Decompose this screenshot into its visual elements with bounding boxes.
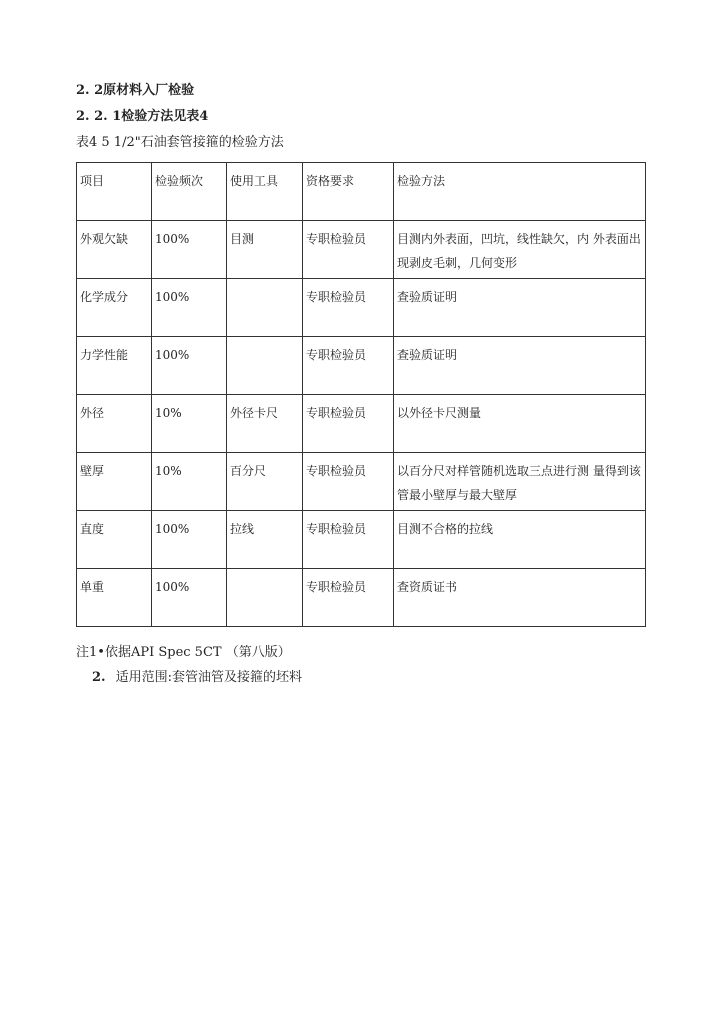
subsection-heading: 2. 2. 1检验方法见表4 bbox=[76, 109, 209, 124]
cell-tool: 百分尺 bbox=[227, 453, 303, 511]
cell-method: 以百分尺对样管随机选取三点进行测 量得到该管最小壁厚与最大壁厚 bbox=[394, 453, 646, 511]
cell-item: 力学性能 bbox=[77, 337, 152, 395]
cell-frequency: 10% bbox=[152, 395, 227, 453]
cell-method: 查验质证明 bbox=[394, 337, 646, 395]
cell-qualification: 专职检验员 bbox=[303, 511, 394, 569]
header-tool: 使用工具 bbox=[227, 163, 303, 221]
table-caption: 表4 5 1/2"石油套管接箍的检验方法 bbox=[76, 135, 284, 150]
cell-frequency: 100% bbox=[152, 279, 227, 337]
cell-item: 外径 bbox=[77, 395, 152, 453]
cell-item: 壁厚 bbox=[77, 453, 152, 511]
header-qualification: 资格要求 bbox=[303, 163, 394, 221]
header-frequency: 检验频次 bbox=[152, 163, 227, 221]
cell-qualification: 专职检验员 bbox=[303, 453, 394, 511]
cell-method: 目测内外表面，凹坑，线性缺欠，内 外表面出现剥皮毛刺，几何变形 bbox=[394, 221, 646, 279]
cell-tool bbox=[227, 337, 303, 395]
cell-tool: 拉线 bbox=[227, 511, 303, 569]
header-method: 检验方法 bbox=[394, 163, 646, 221]
table-row bbox=[77, 395, 646, 453]
cell-qualification: 专职检验员 bbox=[303, 337, 394, 395]
section-heading: 2. 2原材料入厂检验 bbox=[76, 83, 195, 98]
cell-qualification: 专职检验员 bbox=[303, 569, 394, 627]
cell-method: 查资质证书 bbox=[394, 569, 646, 627]
cell-tool: 目测 bbox=[227, 221, 303, 279]
note-number: 2. bbox=[92, 670, 106, 685]
header-item: 项目 bbox=[77, 163, 152, 221]
table-row bbox=[77, 511, 646, 569]
cell-frequency: 100% bbox=[152, 511, 227, 569]
cell-qualification: 专职检验员 bbox=[303, 221, 394, 279]
cell-frequency: 100% bbox=[152, 221, 227, 279]
cell-item: 直度 bbox=[77, 511, 152, 569]
cell-frequency: 100% bbox=[152, 337, 227, 395]
cell-tool bbox=[227, 569, 303, 627]
cell-method: 目测不合格的拉线 bbox=[394, 511, 646, 569]
inspection-table bbox=[76, 162, 646, 627]
note-standard: 注1•依据API Spec 5CT （第八版） bbox=[76, 645, 291, 660]
cell-item: 单重 bbox=[77, 569, 152, 627]
note-scope-text: 适用范围:套管油管及接箍的坯料 bbox=[115, 670, 302, 685]
cell-item: 化学成分 bbox=[77, 279, 152, 337]
note-scope bbox=[92, 670, 302, 686]
table-row bbox=[77, 453, 646, 511]
cell-method: 查验质证明 bbox=[394, 279, 646, 337]
table-row bbox=[77, 569, 646, 627]
cell-qualification: 专职检验员 bbox=[303, 395, 394, 453]
cell-tool: 外径卡尺 bbox=[227, 395, 303, 453]
cell-frequency: 10% bbox=[152, 453, 227, 511]
cell-tool bbox=[227, 279, 303, 337]
table-row bbox=[77, 337, 646, 395]
cell-item: 外观欠缺 bbox=[77, 221, 152, 279]
cell-frequency: 100% bbox=[152, 569, 227, 627]
table-row bbox=[77, 221, 646, 279]
table-header-row bbox=[77, 163, 646, 221]
cell-qualification: 专职检验员 bbox=[303, 279, 394, 337]
table-row bbox=[77, 279, 646, 337]
cell-method: 以外径卡尺测量 bbox=[394, 395, 646, 453]
